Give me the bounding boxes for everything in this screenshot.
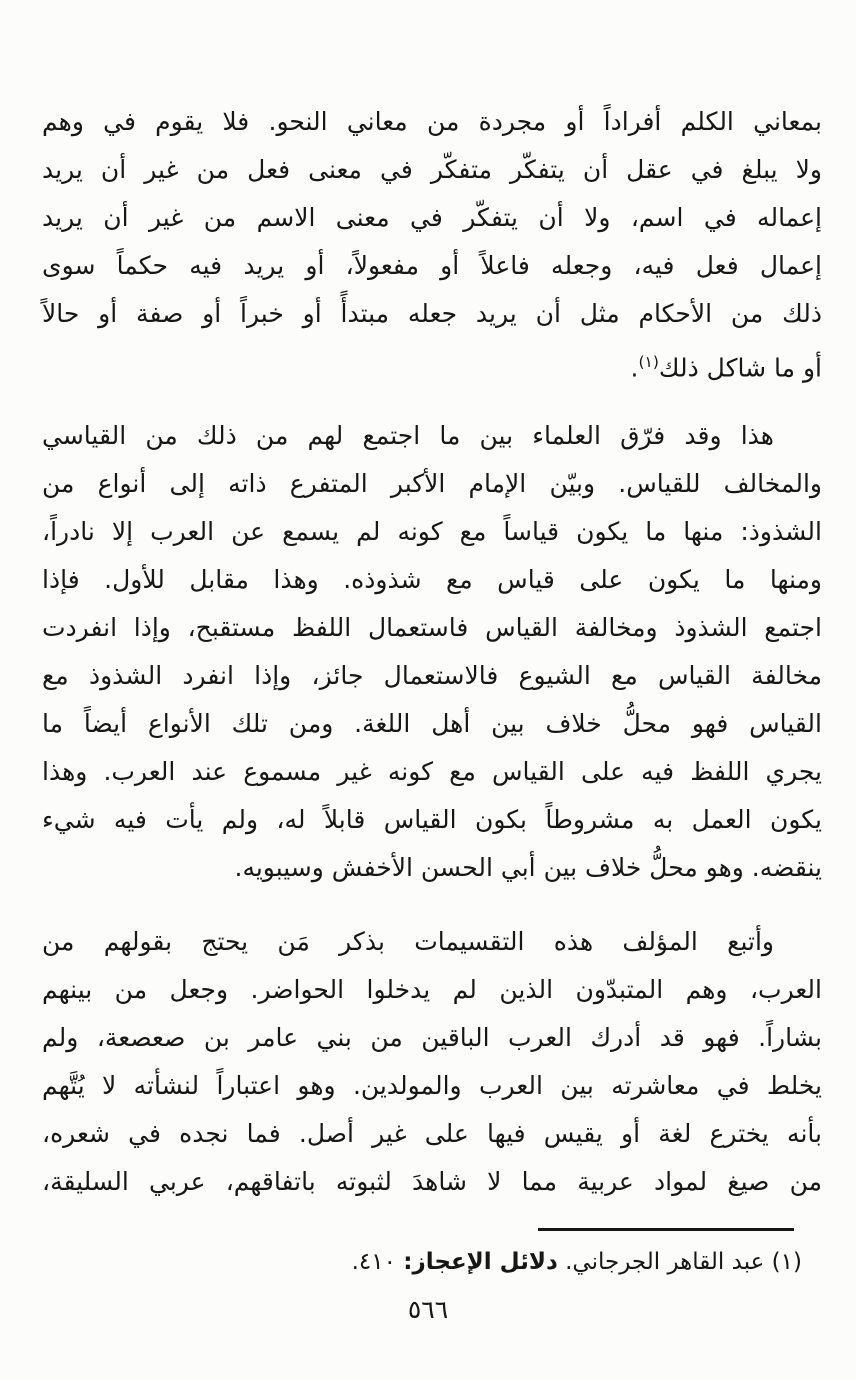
text-line: يكون العمل به مشروطاً بكون القياس قابلاً له، ولم يأت فيه شيء (42, 805, 822, 834)
paragraph-3 (42, 918, 822, 1206)
text-line: من صيغ لمواد عربية مما لا شاهدَ لثبوته باتفاقهم، عربي السليقة، (42, 1167, 822, 1196)
footnote-author: عبد القاهر الجرجاني. (565, 1249, 765, 1275)
footnote-page-ref: ٤١٠. (351, 1249, 396, 1275)
text-line: مخالفة القياس مع الشيوع فالاستعمال جائز، وإذا انفرد الشذوذ مع (42, 661, 822, 690)
text-line: بأنه يخترع لغة أو يقيس فيها على غير أصل. فما نجده في شعره، (42, 1119, 822, 1148)
text-line: بشاراً. فهو قد أدرك العرب الباقين من بني عامر بن صعصعة، ولم (42, 1023, 822, 1052)
text-fragment: أو ما شاكل ذلك (658, 353, 822, 383)
text-line: يخلط في معاشرته بين العرب والمولدين. وهو اعتباراً لنشأته لا يُتَّهم (42, 1071, 822, 1100)
page-number: ٥٦٦ (407, 1295, 449, 1324)
paragraph-1 (42, 98, 822, 386)
footnote-section (42, 1228, 822, 1280)
text-line: القياس فهو محلُّ خلاف بين أهل اللغة. ومن تلك الأنواع أيضاً ما (42, 709, 822, 738)
footnote-reference-marker: (١) (638, 353, 659, 371)
text-line (42, 338, 822, 386)
text-line: يجري اللفظ فيه على القياس مع كونه غير مسموع عند العرب. وهذا (42, 757, 822, 786)
footnote-divider (538, 1228, 794, 1231)
text-line: اجتمع الشذوذ ومخالفة القياس فاستعمال اللفظ مستقبح، وإذا انفردت (42, 613, 822, 642)
footnote (42, 1244, 822, 1280)
page-body (42, 98, 822, 1206)
text-line: إعمال فعل فيه، وجعله فاعلاً أو مفعولاً، أو يريد فيه حكماً سوى (42, 251, 822, 280)
text-line: ينقضه. وهو محلُّ خلاف بين أبي الحسن الأخفش وسيبويه. (234, 853, 822, 882)
text-line: بمعاني الكلم أفراداً أو مجردة من معاني النحو. فلا يقوم في وهم (42, 107, 822, 136)
text-line: وأتبع المؤلف هذه التقسيمات بذكر مَن يحتج بقولهم من (42, 927, 774, 956)
text-line: ذلك من الأحكام مثل أن يريد جعله مبتدأً أو خبراً أو صفة أو حالاً (42, 299, 822, 328)
footnote-book-title: دلائل الإعجاز: (403, 1249, 558, 1275)
text-line: والمخالف للقياس. وبيّن الإمام الأكبر المتفرع ذاته إلى أنواع من (42, 469, 822, 498)
sentence-period: . (630, 353, 639, 383)
text-line: ولا يبلغ في عقل أن يتفكّر متفكّر في معنى فعل من غير أن يريد (42, 155, 822, 184)
text-line: هذا وقد فرّق العلماء بين ما اجتمع لهم من ذلك من القياسي (42, 421, 774, 450)
paragraph-2 (42, 412, 822, 892)
text-line: العرب، وهم المتبدّون الذين لم يدخلوا الحواضر. وجعل من بينهم (42, 975, 822, 1004)
text-line: ومنها ما يكون على قياس مع شذوذه. وهذا مقابل للأول. فإذا (42, 565, 822, 594)
text-line: الشذوذ: منها ما يكون قياساً مع كونه لم يسمع عن العرب إلا نادراً، (42, 517, 822, 546)
text-line: إعماله في اسم، ولا أن يتفكّر في معنى الاسم من غير أن يريد (42, 203, 822, 232)
footnote-marker: (١) (771, 1249, 802, 1275)
